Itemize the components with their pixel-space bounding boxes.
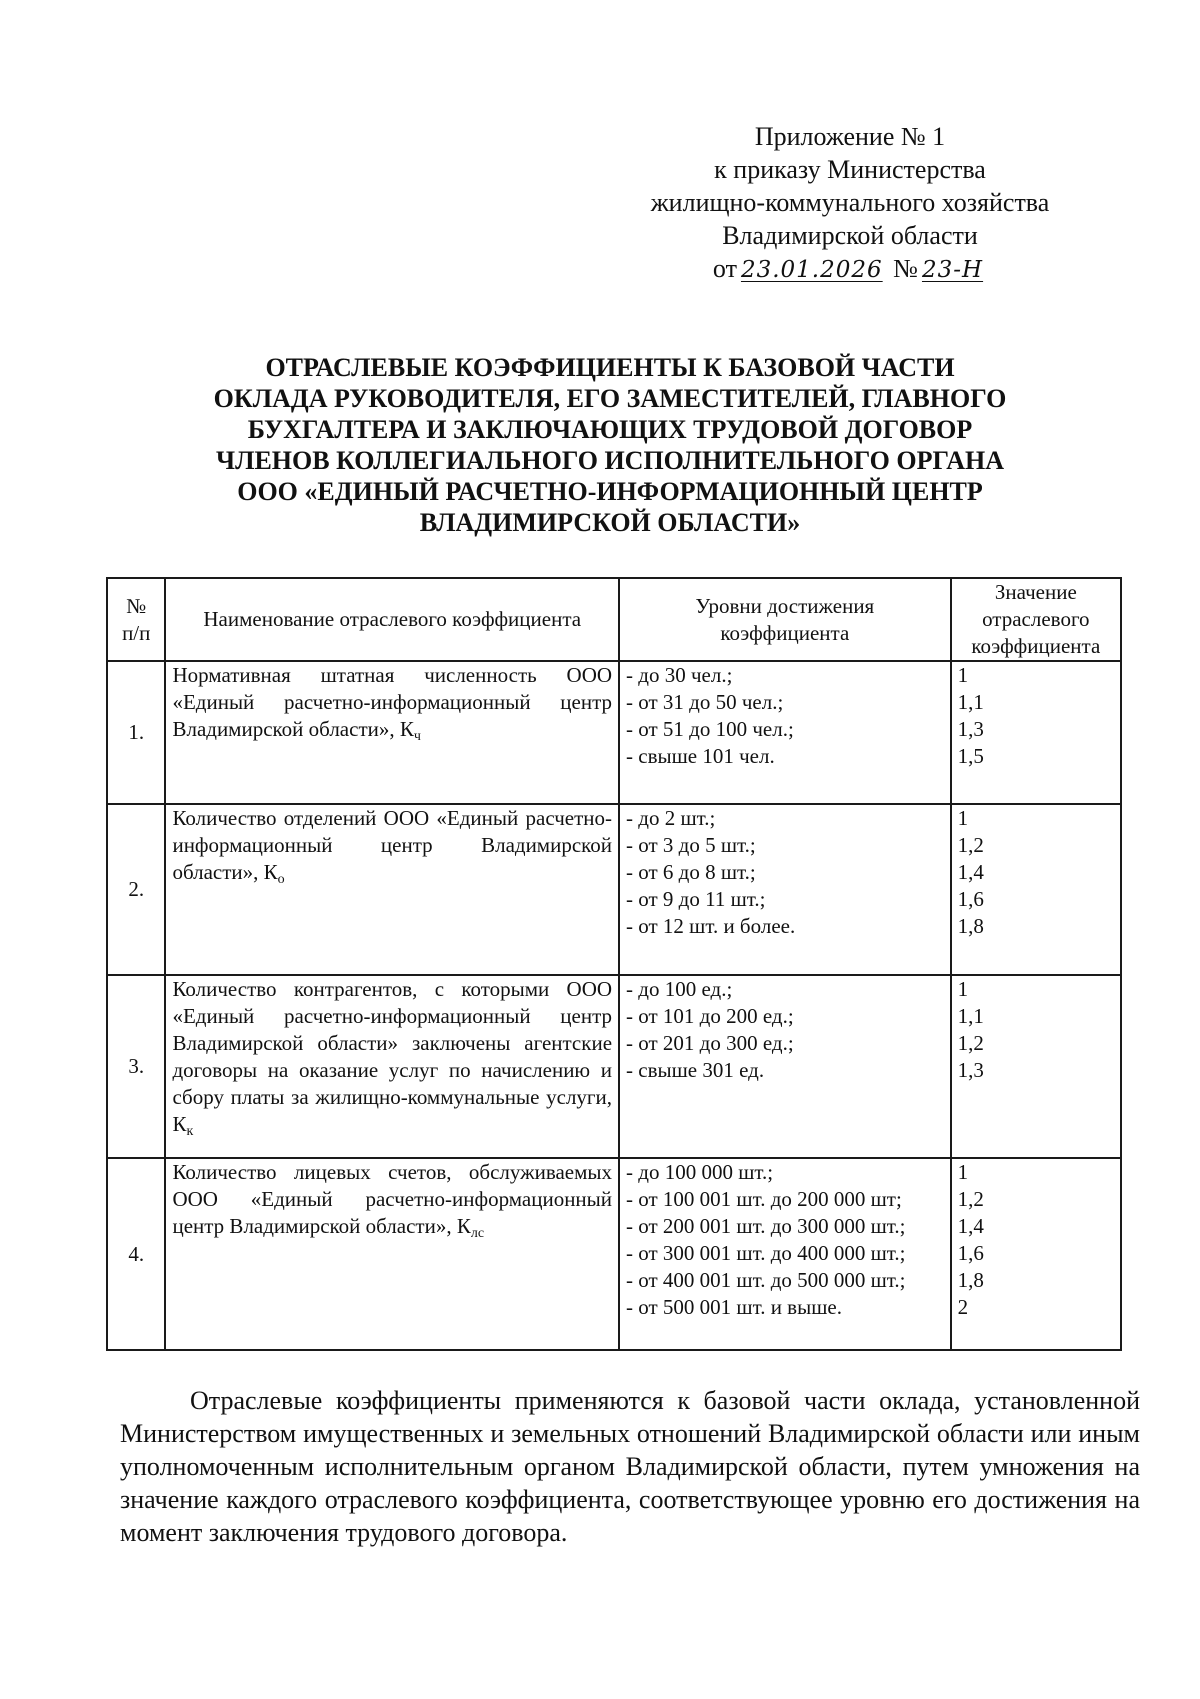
coefficient-name-text: Нормативная штатная численность ООО «Единый расчетно-информационный центр Владимирской области», К — [172, 663, 613, 741]
coefficients-table — [106, 577, 1122, 1351]
coefficient-name-text: Количество лицевых счетов, обслуживаемых ООО «Единый расчетно-информационный центр Владимирской области», К — [172, 1160, 613, 1238]
level-item: - от 6 до 8 шт.; — [626, 860, 756, 884]
appendix-line-4: Владимирской области — [722, 221, 978, 250]
value-item: 1,1 — [957, 690, 984, 714]
row-number: 1. — [107, 661, 165, 804]
coefficient-name — [165, 804, 619, 975]
level-item: - от 31 до 50 чел.; — [626, 690, 784, 714]
appendix-header — [600, 120, 1100, 287]
coefficient-name — [165, 661, 619, 804]
coefficient-symbol-sub: о — [277, 872, 285, 887]
title-line-5: ООО «ЕДИНЫЙ РАСЧЕТНО-ИНФОРМАЦИОННЫЙ ЦЕНТР — [237, 477, 983, 506]
value-item: 1,5 — [957, 744, 984, 768]
table-header-row — [107, 578, 1121, 661]
appendix-line-2: к приказу Министерства — [714, 155, 986, 184]
level-item: - до 2 шт.; — [626, 806, 716, 830]
value-item: 1,4 — [957, 1214, 984, 1238]
value-item: 2 — [957, 1295, 969, 1319]
row-number: 4. — [107, 1158, 165, 1350]
value-item: 1 — [957, 1160, 969, 1184]
coefficient-name-text: Количество контрагентов, с которыми ООО «Единый расчетно-информационный центр Владимирской области» заключены агентские договоры на оказание услуг по начислению и сбору платы за жилищно-коммунальные услуги, К — [172, 977, 613, 1136]
value-item: 1,3 — [957, 1058, 984, 1082]
document-title — [160, 352, 1060, 538]
value-item: 1 — [957, 663, 969, 687]
table-row — [107, 661, 1121, 804]
level-item: - от 300 001 шт. до 400 000 шт.; — [626, 1241, 906, 1265]
level-item: - от 500 001 шт. и выше. — [626, 1295, 842, 1319]
number-prefix: № — [893, 254, 918, 283]
header-num — [107, 578, 165, 661]
table-row — [107, 804, 1121, 975]
level-item: - до 100 ед.; — [626, 977, 733, 1001]
coefficient-values — [951, 804, 1121, 975]
coefficient-levels — [619, 804, 951, 975]
header-levels-line-1: Уровни достижения — [695, 593, 875, 618]
footer-paragraph: Отраслевые коэффициенты применяются к базовой части оклада, установленной Министерством имущественных и земельных отношений Владимирской области или иным уполномоченным исполнительным органом Владимирской области, путем умножения на значение каждого отраслевого коэффициента, соответствующее уровню его достижения на момент заключения трудового договора. — [120, 1386, 1140, 1547]
title-line-3: БУХГАЛТЕРА И ЗАКЛЮЧАЮЩИХ ТРУДОВОЙ ДОГОВОР — [247, 415, 973, 444]
value-item: 1 — [957, 806, 969, 830]
title-line-4: ЧЛЕНОВ КОЛЛЕГИАЛЬНОГО ИСПОЛНИТЕЛЬНОГО ОРГАНА — [215, 446, 1004, 475]
level-item: - от 3 до 5 шт.; — [626, 833, 756, 857]
row-number: 3. — [107, 975, 165, 1158]
value-item: 1,8 — [957, 914, 984, 938]
level-item: - от 200 001 шт. до 300 000 шт.; — [626, 1214, 906, 1238]
level-item: - от 201 до 300 ед.; — [626, 1031, 794, 1055]
header-value-line-2: отраслевого — [982, 607, 1090, 631]
value-item: 1 — [957, 977, 969, 1001]
level-item: - до 100 000 шт.; — [626, 1160, 774, 1184]
table-row — [107, 1158, 1121, 1350]
coefficient-symbol-sub: ч — [413, 729, 421, 744]
level-item: - свыше 101 чел. — [626, 744, 775, 768]
value-item: 1,8 — [957, 1268, 984, 1292]
coefficient-symbol-sub: лс — [470, 1226, 485, 1241]
level-item: - свыше 301 ед. — [626, 1058, 765, 1082]
header-value — [951, 578, 1121, 661]
title-line-1: ОТРАСЛЕВЫЕ КОЭФФИЦИЕНТЫ К БАЗОВОЙ ЧАСТИ — [265, 353, 955, 382]
value-item: 1,3 — [957, 717, 984, 741]
value-item: 1,2 — [957, 1187, 984, 1211]
appendix-line-3: жилищно-коммунального хозяйства — [650, 188, 1050, 217]
header-levels — [619, 578, 951, 661]
coefficient-values — [951, 1158, 1121, 1350]
header-levels-line-2: коэффициента — [720, 620, 850, 645]
level-item: - от 12 шт. и более. — [626, 914, 796, 938]
coefficient-levels — [619, 1158, 951, 1350]
appendix-date-line — [600, 252, 1100, 287]
header-num-line-1: № — [126, 593, 147, 618]
coefficient-name — [165, 975, 619, 1158]
coefficient-levels — [619, 661, 951, 804]
handwritten-number: 23-Н — [921, 257, 984, 283]
title-line-2: ОКЛАДА РУКОВОДИТЕЛЯ, ЕГО ЗАМЕСТИТЕЛЕЙ, ГЛАВНОГО — [213, 384, 1007, 413]
coefficient-name-text: Количество отделений ООО «Единый расчетно-информационный центр Владимирской области», К — [172, 806, 613, 884]
value-item: 1,1 — [957, 1004, 984, 1028]
coefficient-name — [165, 1158, 619, 1350]
coefficient-values — [951, 975, 1121, 1158]
value-item: 1,6 — [957, 1241, 984, 1265]
level-item: - до 30 чел.; — [626, 663, 733, 687]
header-value-line-3: коэффициента — [971, 634, 1101, 658]
value-item: 1,6 — [957, 887, 984, 911]
level-item: - от 101 до 200 ед.; — [626, 1004, 794, 1028]
handwritten-date: 23.01.2026 — [740, 257, 883, 283]
header-num-line-2: п/п — [122, 620, 151, 645]
coefficient-levels — [619, 975, 951, 1158]
title-line-6: ВЛАДИМИРСКОЙ ОБЛАСТИ» — [419, 508, 801, 537]
level-item: - от 9 до 11 шт.; — [626, 887, 766, 911]
header-name: Наименование отраслевого коэффициента — [165, 578, 619, 661]
table-row — [107, 975, 1121, 1158]
level-item: - от 100 001 шт. до 200 000 шт; — [626, 1187, 902, 1211]
value-item: 1,2 — [957, 1031, 984, 1055]
row-number: 2. — [107, 804, 165, 975]
level-item: - от 400 001 шт. до 500 000 шт.; — [626, 1268, 906, 1292]
appendix-line-1: Приложение № 1 — [754, 122, 946, 151]
value-item: 1,2 — [957, 833, 984, 857]
value-item: 1,4 — [957, 860, 984, 884]
level-item: - от 51 до 100 чел.; — [626, 717, 794, 741]
coefficient-values — [951, 661, 1121, 804]
date-prefix: от — [712, 254, 737, 283]
header-value-line-1: Значение — [994, 580, 1077, 604]
coefficient-symbol-sub: к — [186, 1124, 194, 1139]
